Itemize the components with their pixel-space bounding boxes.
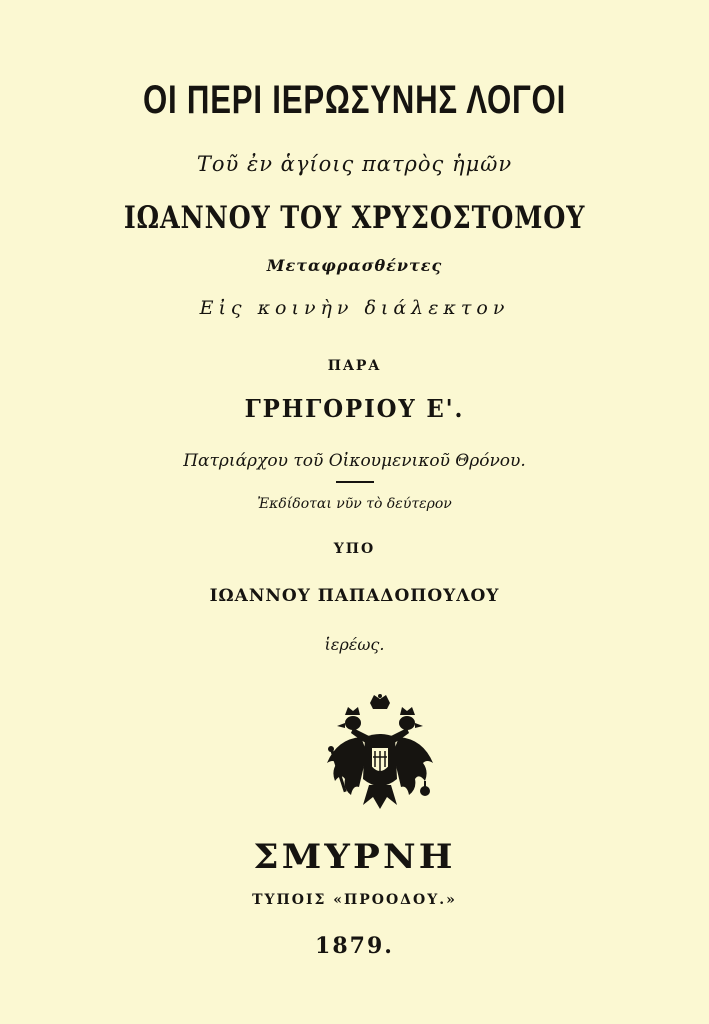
divider [336,481,374,483]
edition-note: Ἐκδίδοται νῦν τὸ δεύτερον [257,496,452,512]
by-label: ΠΑΡΑ [327,358,382,374]
publication-year: 1879. [315,933,394,959]
city-name: ΣΜΥΡΝΗ [253,837,456,877]
translator-name: ΓΡΗΓΟΡΙΟΥ Ε'. [244,394,465,423]
dialect-line: Εἰς κοινὴν διάλεκτον [199,297,510,319]
author-name: ΙΩΑΝΝΟΥ ΤΟΥ ΧΡΥΣΟΣΤΟΜΟΥ [123,200,586,236]
translator-title: Πατριάρχου τοῦ Οἰκουμενικοῦ Θρόνου. [183,451,526,471]
double-headed-eagle-icon [323,693,437,813]
editor-name: ΙΩΑΝΝΟΥ ΠΑΠΑΔΟΠΟΥΛΟΥ [209,586,500,606]
editor-by-label: ΥΠΟ [333,541,376,557]
subtitle: Τοῦ ἐν ἁγίοις πατρὸς ἡμῶν [196,152,513,176]
translated-label: Μεταφρασθέντες [266,256,443,275]
book-title: ΟΙ ΠΕΡΙ ΙΕΡΩΣΥΝΗΣ ΛΟΓΟΙ [142,78,567,122]
editor-title: ἱερέως. [324,635,385,654]
press-name: ΤΥΠΟΙΣ «ΠΡΟΟΔΟΥ.» [252,892,457,908]
